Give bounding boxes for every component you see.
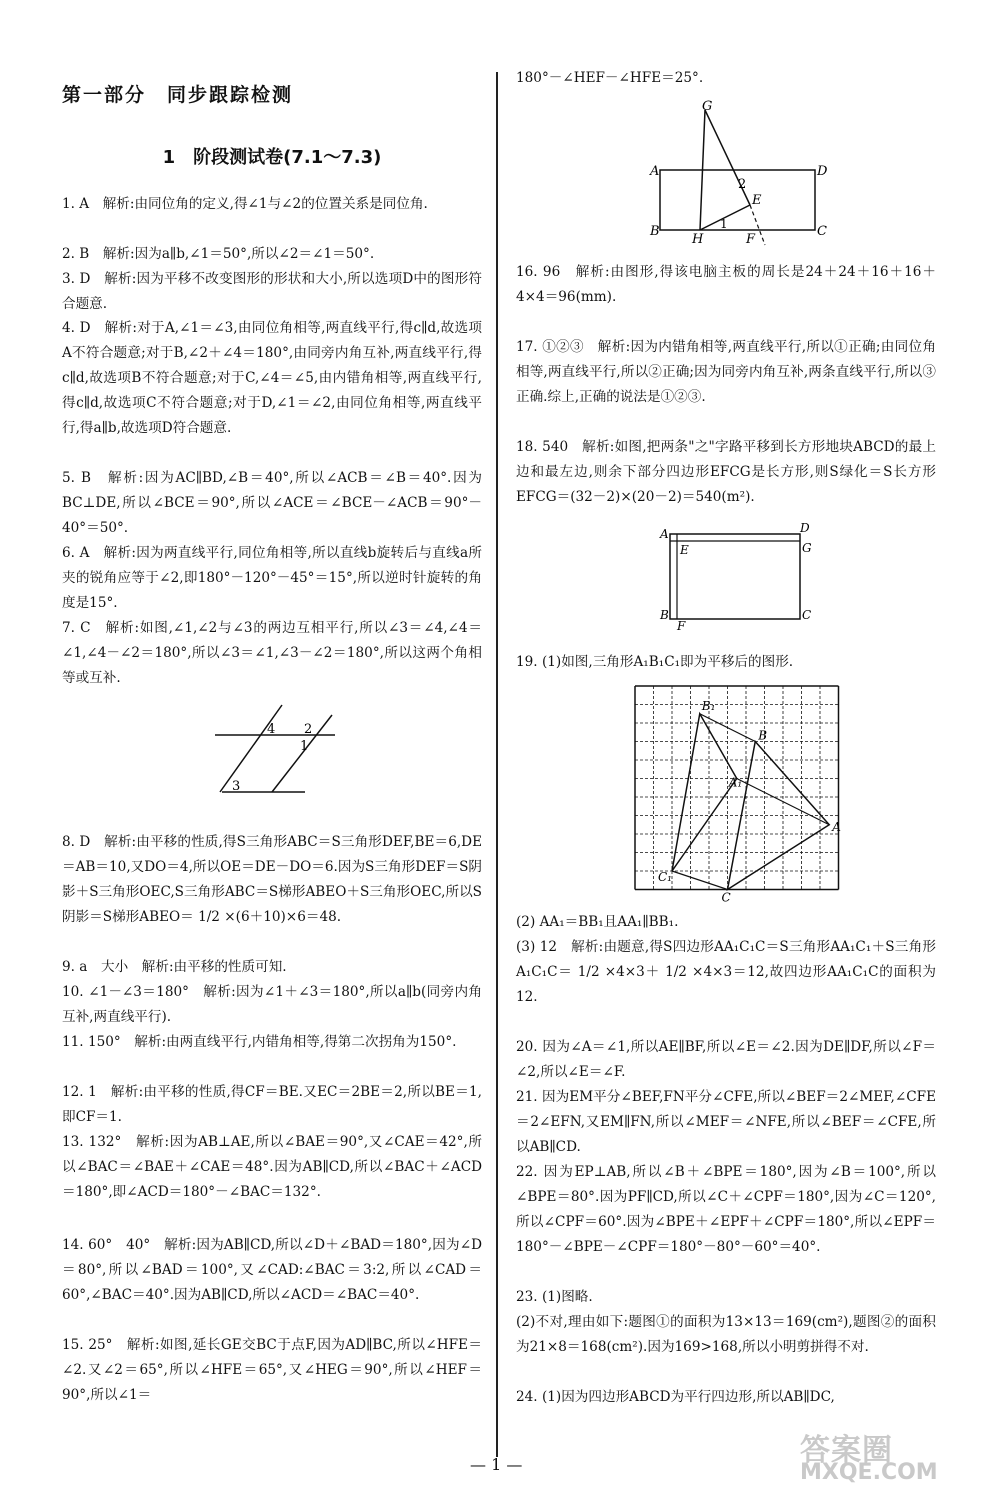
fig15-label-A: A	[650, 164, 660, 179]
answer-17: 17. ①②③ 解析:因为内错角相等,两直线平行,所以①正确;由同位角相等,两直线平行,所以②正确;因为同旁内角互补,两条直线平行,所以③正确.综上,正确的说法是①②③.	[516, 339, 936, 405]
answer-23-2: (2)不对,理由如下:题图①的面积为13×13＝169(cm²),题图②的面积为21×8＝168(cm²).因为169>168,所以小明剪拼得不对.	[516, 1314, 936, 1355]
figure-15-rectangle-triangle	[640, 100, 840, 250]
fig18-label-B: B	[660, 608, 669, 622]
watermark-logo: 答案圈	[800, 1433, 893, 1468]
answer-14: 14. 60° 40° 解析:因为AB∥CD,所以∠D＋∠BAD＝180°,因为∠D＝80°,所以∠BAD＝100°,又∠CAD:∠BAC＝3:2,所以∠CAD＝60°,∠BAC＝40°.因为AB∥CD,所以∠ACD＝∠BAC＝40°.	[62, 1237, 482, 1303]
figure-7-parallel-lines	[210, 700, 340, 800]
fig15-label-C: C	[817, 224, 827, 239]
answer-22: 22. 因为EP⊥AB,所以∠B＋∠BPE＝180°,因为∠B＝100°,所以∠BPE＝80°.因为PF∥CD,所以∠C＋∠CPF＝180°,因为∠C＝120°,所以∠CPF＝60°.因为∠BPE＋∠EPF＋∠CPF＝180°,所以∠EPF＝180°－∠BPE－∠CPF＝180°－80°－60°＝40°.	[516, 1164, 936, 1255]
fig15-label-D: D	[817, 164, 828, 179]
fig19-label: B₁	[701, 698, 716, 713]
fig19-label: A₁	[728, 775, 743, 790]
fig7-label-3: 3	[232, 779, 241, 794]
fig15-label-F: F	[746, 232, 756, 247]
answer-24: 24. (1)因为四边形ABCD为平行四边形,所以AB∥DC,	[516, 1389, 835, 1405]
answer-16: 16. 96 解析:由图形,得该电脑主板的周长是24＋24＋16＋16＋4×4＝96(mm).	[516, 264, 936, 305]
fig18-label-A: A	[660, 527, 669, 541]
answer-3: 3. D 解析:因为平移不改变图形的形状和大小,所以选项D中的图形符合题意.	[62, 271, 482, 312]
fig15-label-E: E	[752, 193, 762, 208]
answer-21: 21. 因为EM平分∠BEF,FN平分∠CFE,所以∠BEF＝2∠MEF,∠CFE＝2∠EFN,又EM∥FN,所以∠MEF＝∠NFE,所以∠BEF＝∠CFE,所以AB∥CD.	[516, 1089, 936, 1155]
triangle-A1B1C1	[672, 714, 737, 871]
fig19-label: A	[832, 819, 841, 834]
fig15-label-1: 1	[720, 217, 728, 231]
answer-5: 5. B 解析:因为AC∥BD,∠B＝40°,所以∠ACB＝∠B＝40°.因为BC⊥DE,所以∠BCE＝90°,所以∠ACE＝∠BCE－∠ACB＝90°－40°＝50°.	[62, 470, 482, 536]
figure-19-grid-translation	[630, 684, 840, 904]
figure-18-rectangle-paths	[655, 522, 820, 632]
answer-9: 9. a 大小 解析:由平移的性质可知.	[62, 959, 287, 975]
fig7-label-4: 4	[267, 722, 276, 737]
answer-12: 12. 1 解析:由平移的性质,得CF＝BE.又EC＝2BE＝2,所以BE＝1,即CF＝1.	[62, 1084, 482, 1125]
answer-13: 13. 132° 解析:因为AB⊥AE,所以∠BAE＝90°,又∠CAE＝42°,所以∠BAC＝∠BAE＋∠CAE＝48°.因为AB∥CD,所以∠BAC＋∠ACD＝180°,即∠ACD＝180°－∠BAC＝132°.	[62, 1134, 482, 1200]
fig15-label-G: G	[702, 99, 713, 114]
answer-15-continued: 180°－∠HEF－∠HFE＝25°.	[516, 70, 704, 86]
answer-19-1: 19. (1)如图,三角形A₁B₁C₁即为平移后的图形.	[516, 654, 794, 670]
fig18-label-C: C	[802, 608, 812, 622]
fig18-label-D: D	[800, 521, 810, 535]
page-number: — 1 —	[470, 1455, 523, 1474]
answer-18: 18. 540 解析:如图,把两条"之"字路平移到长方形地块ABCD的最上边和最左边,则余下部分四边形EFCG是长方形,则S绿化＝S长方形EFCG＝(32－2)×(20－2)＝540(m²).	[516, 439, 936, 505]
answer-20: 20. 因为∠A＝∠1,所以AE∥BF,所以∠E＝∠2.因为DE∥DF,所以∠F＝∠2,所以∠E＝∠F.	[516, 1039, 936, 1080]
answer-4: 4. D 解析:对于A,∠1＝∠3,由同位角相等,两直线平行,得c∥d,故选项A不符合题意;对于B,∠2＋∠4＝180°,由同旁内角互补,两直线平行,得c∥d,故选项B不符合题意;对于C,∠4＝∠5,由内错角相等,两直线平行,得c∥d,故选项C不符合题意;对于D,∠1＝∠2,由同位角相等,两直线平行,得a∥b,故选项D符合题意.	[62, 320, 482, 436]
answer-23-1: 23. (1)图略.	[516, 1289, 593, 1305]
answer-15: 15. 25° 解析:如图,延长GE交BC于点F,因为AD∥BC,所以∠HFE＝∠2.又∠2＝65°,所以∠HFE＝65°,又∠HEG＝90°,所以∠HEF＝90°,所以∠1＝	[62, 1337, 482, 1403]
section-title: 1 阶段测试卷(7.1～7.3)	[162, 147, 382, 168]
fig18-label-F: F	[677, 619, 686, 633]
answer-1: 1. A 解析:由同位角的定义,得∠1与∠2的位置关系是同位角.	[62, 196, 428, 212]
fig7-label-2: 2	[304, 722, 313, 737]
fig19-label: C	[721, 890, 731, 905]
watermark-url: MXQE.COM	[800, 1460, 938, 1485]
answer-11: 11. 150° 解析:由两直线平行,内错角相等,得第二次拐角为150°.	[62, 1034, 457, 1050]
segment-CC1	[672, 871, 728, 890]
answer-19-2: (2) AA₁＝BB₁且AA₁∥BB₁.	[516, 914, 679, 930]
column-divider	[496, 72, 498, 1457]
answer-2: 2. B 解析:因为a∥b,∠1＝50°,所以∠2＝∠1＝50°.	[62, 246, 375, 262]
answer-19-3: (3) 12 解析:由题意,得S四边形AA₁C₁C＝S三角形AA₁C₁＋S三角形A₁C₁C＝ 1/2 ×4×3＋ 1/2 ×4×3＝12,故四边形AA₁C₁C的面积为12.	[516, 939, 936, 1005]
part-title: 第一部分 同步跟踪检测	[62, 84, 294, 106]
fig19-label: C₁	[658, 870, 672, 884]
fig18-label-E: E	[680, 543, 689, 557]
answer-8: 8. D 解析:由平移的性质,得S三角形ABC＝S三角形DEF,BE＝6,DE＝AB＝10,又DO＝4,所以OE＝DE－DO＝6.因为S三角形DEF＝S阴影＋S三角形OEC,S三角形ABC＝S梯形ABEO＋S三角形OEC,所以S阴影＝S梯形ABEO＝ 1/2 ×(6＋10)×6＝48.	[62, 834, 482, 925]
answer-6: 6. A 解析:因为两直线平行,同位角相等,所以直线b旋转后与直线a所夹的锐角应等于∠2,即180°－120°－45°＝15°,所以逆时针旋转的角度是15°.	[62, 545, 482, 611]
fig15-label-2: 2	[738, 177, 747, 192]
fig15-label-B: B	[650, 224, 660, 239]
fig19-label: B	[758, 728, 768, 743]
fig7-label-1: 1	[300, 739, 309, 754]
answer-10: 10. ∠1－∠3＝180° 解析:因为∠1＋∠3＝180°,所以a∥b(同旁内角互补,两直线平行).	[62, 984, 482, 1025]
fig18-label-G: G	[802, 541, 812, 555]
answer-7: 7. C 解析:如图,∠1,∠2与∠3的两边互相平行,所以∠3＝∠4,∠4＝∠1,∠4－∠2＝180°,所以∠3＝∠1,∠3－∠2＝180°,所以这两个角相等或互补.	[62, 620, 482, 686]
fig15-label-H: H	[692, 232, 704, 247]
